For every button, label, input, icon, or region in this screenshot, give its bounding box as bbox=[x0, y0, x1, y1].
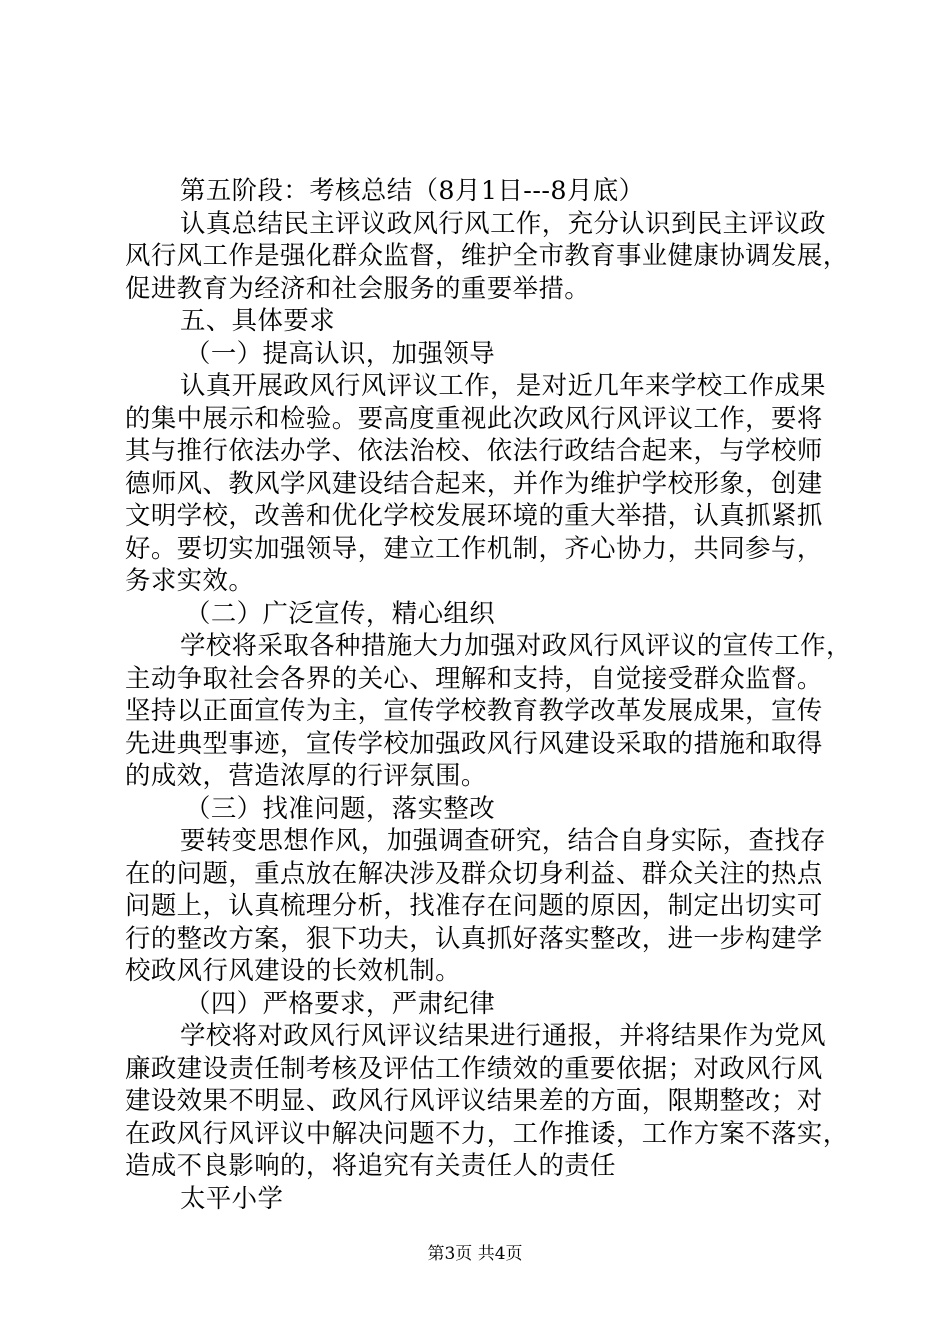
paragraph-line: 的集中展示和检验。要高度重视此次政风行风评议工作，要将 bbox=[125, 402, 823, 433]
paragraph-line: 在的问题，重点放在解决涉及群众切身利益、群众关注的热点 bbox=[125, 857, 823, 888]
paragraph-line: 校政风行风建设的长效机制。 bbox=[125, 955, 461, 985]
paragraph-line: 德师风、教风学风建设结合起来，并作为维护学校形象，创建 bbox=[125, 467, 823, 498]
section-heading-requirements: 五、具体要求 bbox=[180, 305, 336, 335]
paragraph-line: 在政风行风评议中解决问题不力，工作推诿，工作方案不落实， bbox=[125, 1117, 849, 1148]
document-body bbox=[125, 174, 852, 1214]
signature-school-name: 太平小学 bbox=[180, 1182, 284, 1213]
paragraph-line: 廉政建设责任制考核及评估工作绩效的重要依据；对政风行风 bbox=[125, 1052, 823, 1083]
paragraph-line: 认真开展政风行风评议工作，是对近几年来学校工作成果 bbox=[180, 370, 827, 400]
subsection-heading-1: （一）提高认识，加强领导 bbox=[185, 337, 496, 368]
paragraph-line: 造成不良影响的，将追究有关责任人的责任 bbox=[125, 1150, 616, 1180]
paragraph-line: 问题上，认真梳理分析，找准存在问题的原因，制定出切实可 bbox=[125, 890, 823, 920]
paragraph-line: 先进典型事迹，宣传学校加强政风行风建设采取的措施和取得 bbox=[125, 727, 823, 758]
paragraph-line: 主动争取社会各界的关心、理解和支持，自觉接受群众监督。 bbox=[125, 662, 823, 693]
paragraph-line: 好。要切实加强领导，建立工作机制，齐心协力，共同参与， bbox=[125, 532, 823, 563]
paragraph-line: 认真总结民主评议政风行风工作，充分认识到民主评议政 bbox=[180, 207, 827, 238]
paragraph-line: 其与推行依法办学、依法治校、依法行政结合起来，与学校师 bbox=[125, 435, 823, 465]
paragraph-line: 学校将采取各种措施大力加强对政风行风评议的宣传工作， bbox=[180, 630, 852, 660]
paragraph-line: 的成效，营造浓厚的行评氛围。 bbox=[125, 760, 487, 790]
paragraph-line: 坚持以正面宣传为主，宣传学校教育教学改革发展成果，宣传 bbox=[125, 695, 823, 725]
paragraph-line: 学校将对政风行风评议结果进行通报，并将结果作为党风 bbox=[180, 1020, 827, 1050]
paragraph-line: 风行风工作是强化群众监督，维护全市教育事业健康协调发展， bbox=[125, 240, 849, 270]
paragraph-line: 务求实效。 bbox=[125, 565, 255, 595]
stage-five-heading: 第五阶段：考核总结（8月1日---8月底） bbox=[180, 175, 645, 205]
paragraph-line: 建设效果不明显、政风行风评议结果差的方面，限期整改；对 bbox=[125, 1085, 823, 1115]
paragraph-line: 行的整改方案，狠下功夫，认真抓好落实整改，进一步构建学 bbox=[125, 922, 823, 953]
paragraph-line: 促进教育为经济和社会服务的重要举措。 bbox=[125, 272, 591, 303]
subsection-heading-4: （四）严格要求，严肃纪律 bbox=[185, 987, 496, 1018]
paragraph-line: 文明学校，改善和优化学校发展环境的重大举措，认真抓紧抓 bbox=[125, 500, 823, 530]
page-number-footer: 第3页 共4页 bbox=[427, 1244, 523, 1264]
paragraph-line: 要转变思想作风，加强调查研究，结合自身实际，查找存 bbox=[180, 825, 827, 855]
subsection-heading-3: （三）找准问题，落实整改 bbox=[185, 792, 496, 823]
subsection-heading-2: （二）广泛宣传，精心组织 bbox=[185, 597, 496, 628]
